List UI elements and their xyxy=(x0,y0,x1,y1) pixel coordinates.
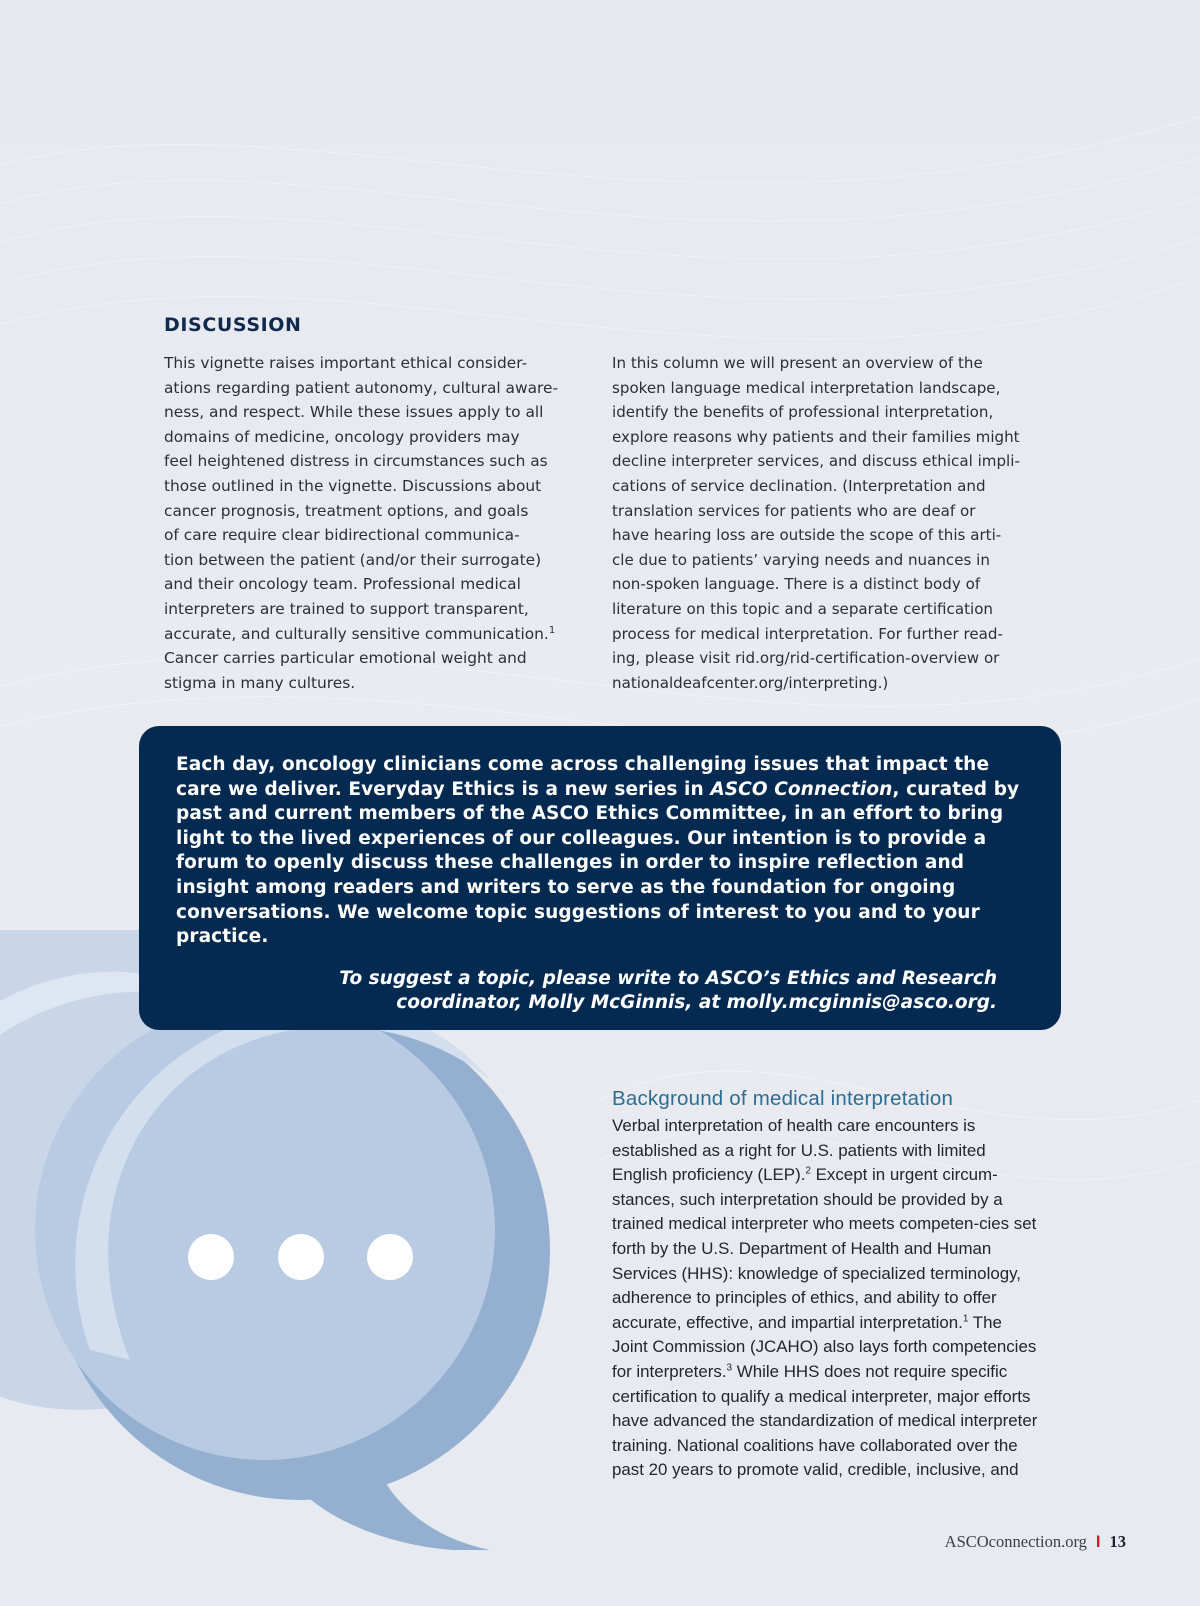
page-number: 13 xyxy=(1109,1532,1126,1551)
text-run: Except in urgent circum-stances, such interpretation should be provided by a trained medical interpreter who meets competen-cies set forth by the U.S. Department of Health and Human Services (HHS): knowledge of specialized terminology, adherence to principles of ethics, and ability to offer accurate, effective, and impartial interpretation. xyxy=(612,1165,1037,1332)
text-line: cancer prognosis, treatment options, and goals xyxy=(164,501,529,520)
text-line: those outlined in the vignette. Discussions about xyxy=(164,476,542,495)
text-line: of care require clear bidirectional communica- xyxy=(164,526,520,545)
text-line: spoken language medical interpretation landscape, xyxy=(612,378,1001,397)
ellipsis-dot xyxy=(278,1234,324,1280)
text-line: ness, and respect. While these issues apply to all xyxy=(164,403,544,422)
publication-title: ASCO Connection xyxy=(710,778,893,800)
text-run: While HHS does not require specific certification to qualify a medical interpreter, major efforts have advanced the standardization of medical interpreter training. National coalitions have collaborated over the past 20 years to promote valid, credible, inclusive, and xyxy=(612,1361,1038,1480)
text-line: tion between the patient (and/or their surrogate) xyxy=(164,550,542,569)
everyday-ethics-callout xyxy=(139,726,1061,1030)
text-line: literature on this topic and a separate certification xyxy=(612,599,993,618)
text-line: cle due to patients’ varying needs and nuances in xyxy=(612,550,990,569)
text-line: identify the benefits of professional interpretation, xyxy=(612,403,994,422)
footnote-ref: 2 xyxy=(805,1165,811,1177)
footnote-ref: 3 xyxy=(726,1362,733,1374)
text-line: cations of service declination. (Interpretation and xyxy=(612,476,986,495)
background-body xyxy=(612,1114,1042,1483)
footer-site: ASCOconnection.org xyxy=(944,1532,1087,1551)
text-line: In this column we will present an overview of the xyxy=(612,354,983,372)
text-line: explore reasons why patients and their families might xyxy=(612,427,1020,446)
footnote-ref: 1 xyxy=(962,1313,969,1325)
text-line: translation services for patients who are deaf or xyxy=(612,501,976,520)
text-line: ing, please visit rid.org/rid-certification-overview or xyxy=(612,649,1000,668)
discussion-heading: DISCUSSION xyxy=(164,314,302,336)
text-line: interpreters are trained to support transparent, xyxy=(164,599,529,618)
discussion-left-column xyxy=(164,351,594,695)
text-run: The Joint Commission (JCAHO) also lays forth competencies for interpreters. xyxy=(612,1312,1037,1381)
suggest-line: To suggest a topic, please write to ASCO’s Ethics and Research xyxy=(339,967,997,989)
text-line: This vignette raises important ethical consider- xyxy=(164,354,528,372)
suggest-line: coordinator, Molly McGinnis, at molly.mcginnis@asco.org. xyxy=(396,992,997,1014)
text-line: and their oncology team. Professional medical xyxy=(164,575,521,594)
callout-text-rest: , curated by past and current members of the ASCO Ethics Committee, in an effort to bring light to the lived experiences of our colleagues. Our intention is to provide a forum to openly discuss these challenges in order to inspire reflection and insight among readers and writers to serve as the foundation for ongoing conversations. We welcome topic suggestions of interest to you and to your practice. xyxy=(176,778,1020,948)
ellipsis-dot xyxy=(367,1234,413,1280)
text-line: feel heightened distress in circumstances such as xyxy=(164,452,548,471)
background-heading: Background of medical interpretation xyxy=(612,1087,954,1110)
text-line: nationaldeafcenter.org/interpreting.) xyxy=(612,673,889,692)
page-footer xyxy=(945,1532,1126,1552)
footer-separator: I xyxy=(1095,1532,1101,1551)
ellipsis-dot xyxy=(188,1234,234,1280)
text-line: non-spoken language. There is a distinct body of xyxy=(612,575,981,594)
discussion-right-column xyxy=(612,351,1040,695)
text-line: ations regarding patient autonomy, cultural aware- xyxy=(164,378,559,397)
callout-text xyxy=(176,753,1025,950)
text-line: domains of medicine, oncology providers may xyxy=(164,427,520,446)
text-line: decline interpreter services, and discuss ethical impli- xyxy=(612,452,1020,471)
callout-suggest-topic xyxy=(176,967,997,1016)
text-line: have hearing loss are outside the scope of this arti- xyxy=(612,526,1002,545)
callout-text-intro: Each day, oncology clinicians come across challenging issues that impact the care we deliver. Everyday Ethics is a new series in xyxy=(176,754,990,800)
text-line: Cancer carries particular emotional weight and xyxy=(164,649,527,668)
text-line: process for medical interpretation. For further read- xyxy=(612,624,1003,643)
text-run: Verbal interpretation of health care encounters is established as a right for U.S. patients with limited English proficiency (LEP). xyxy=(612,1116,986,1185)
text-line: accurate, and culturally sensitive communication. xyxy=(164,624,549,643)
footnote-ref: 1 xyxy=(548,624,556,636)
text-line: stigma in many cultures. xyxy=(164,673,356,692)
